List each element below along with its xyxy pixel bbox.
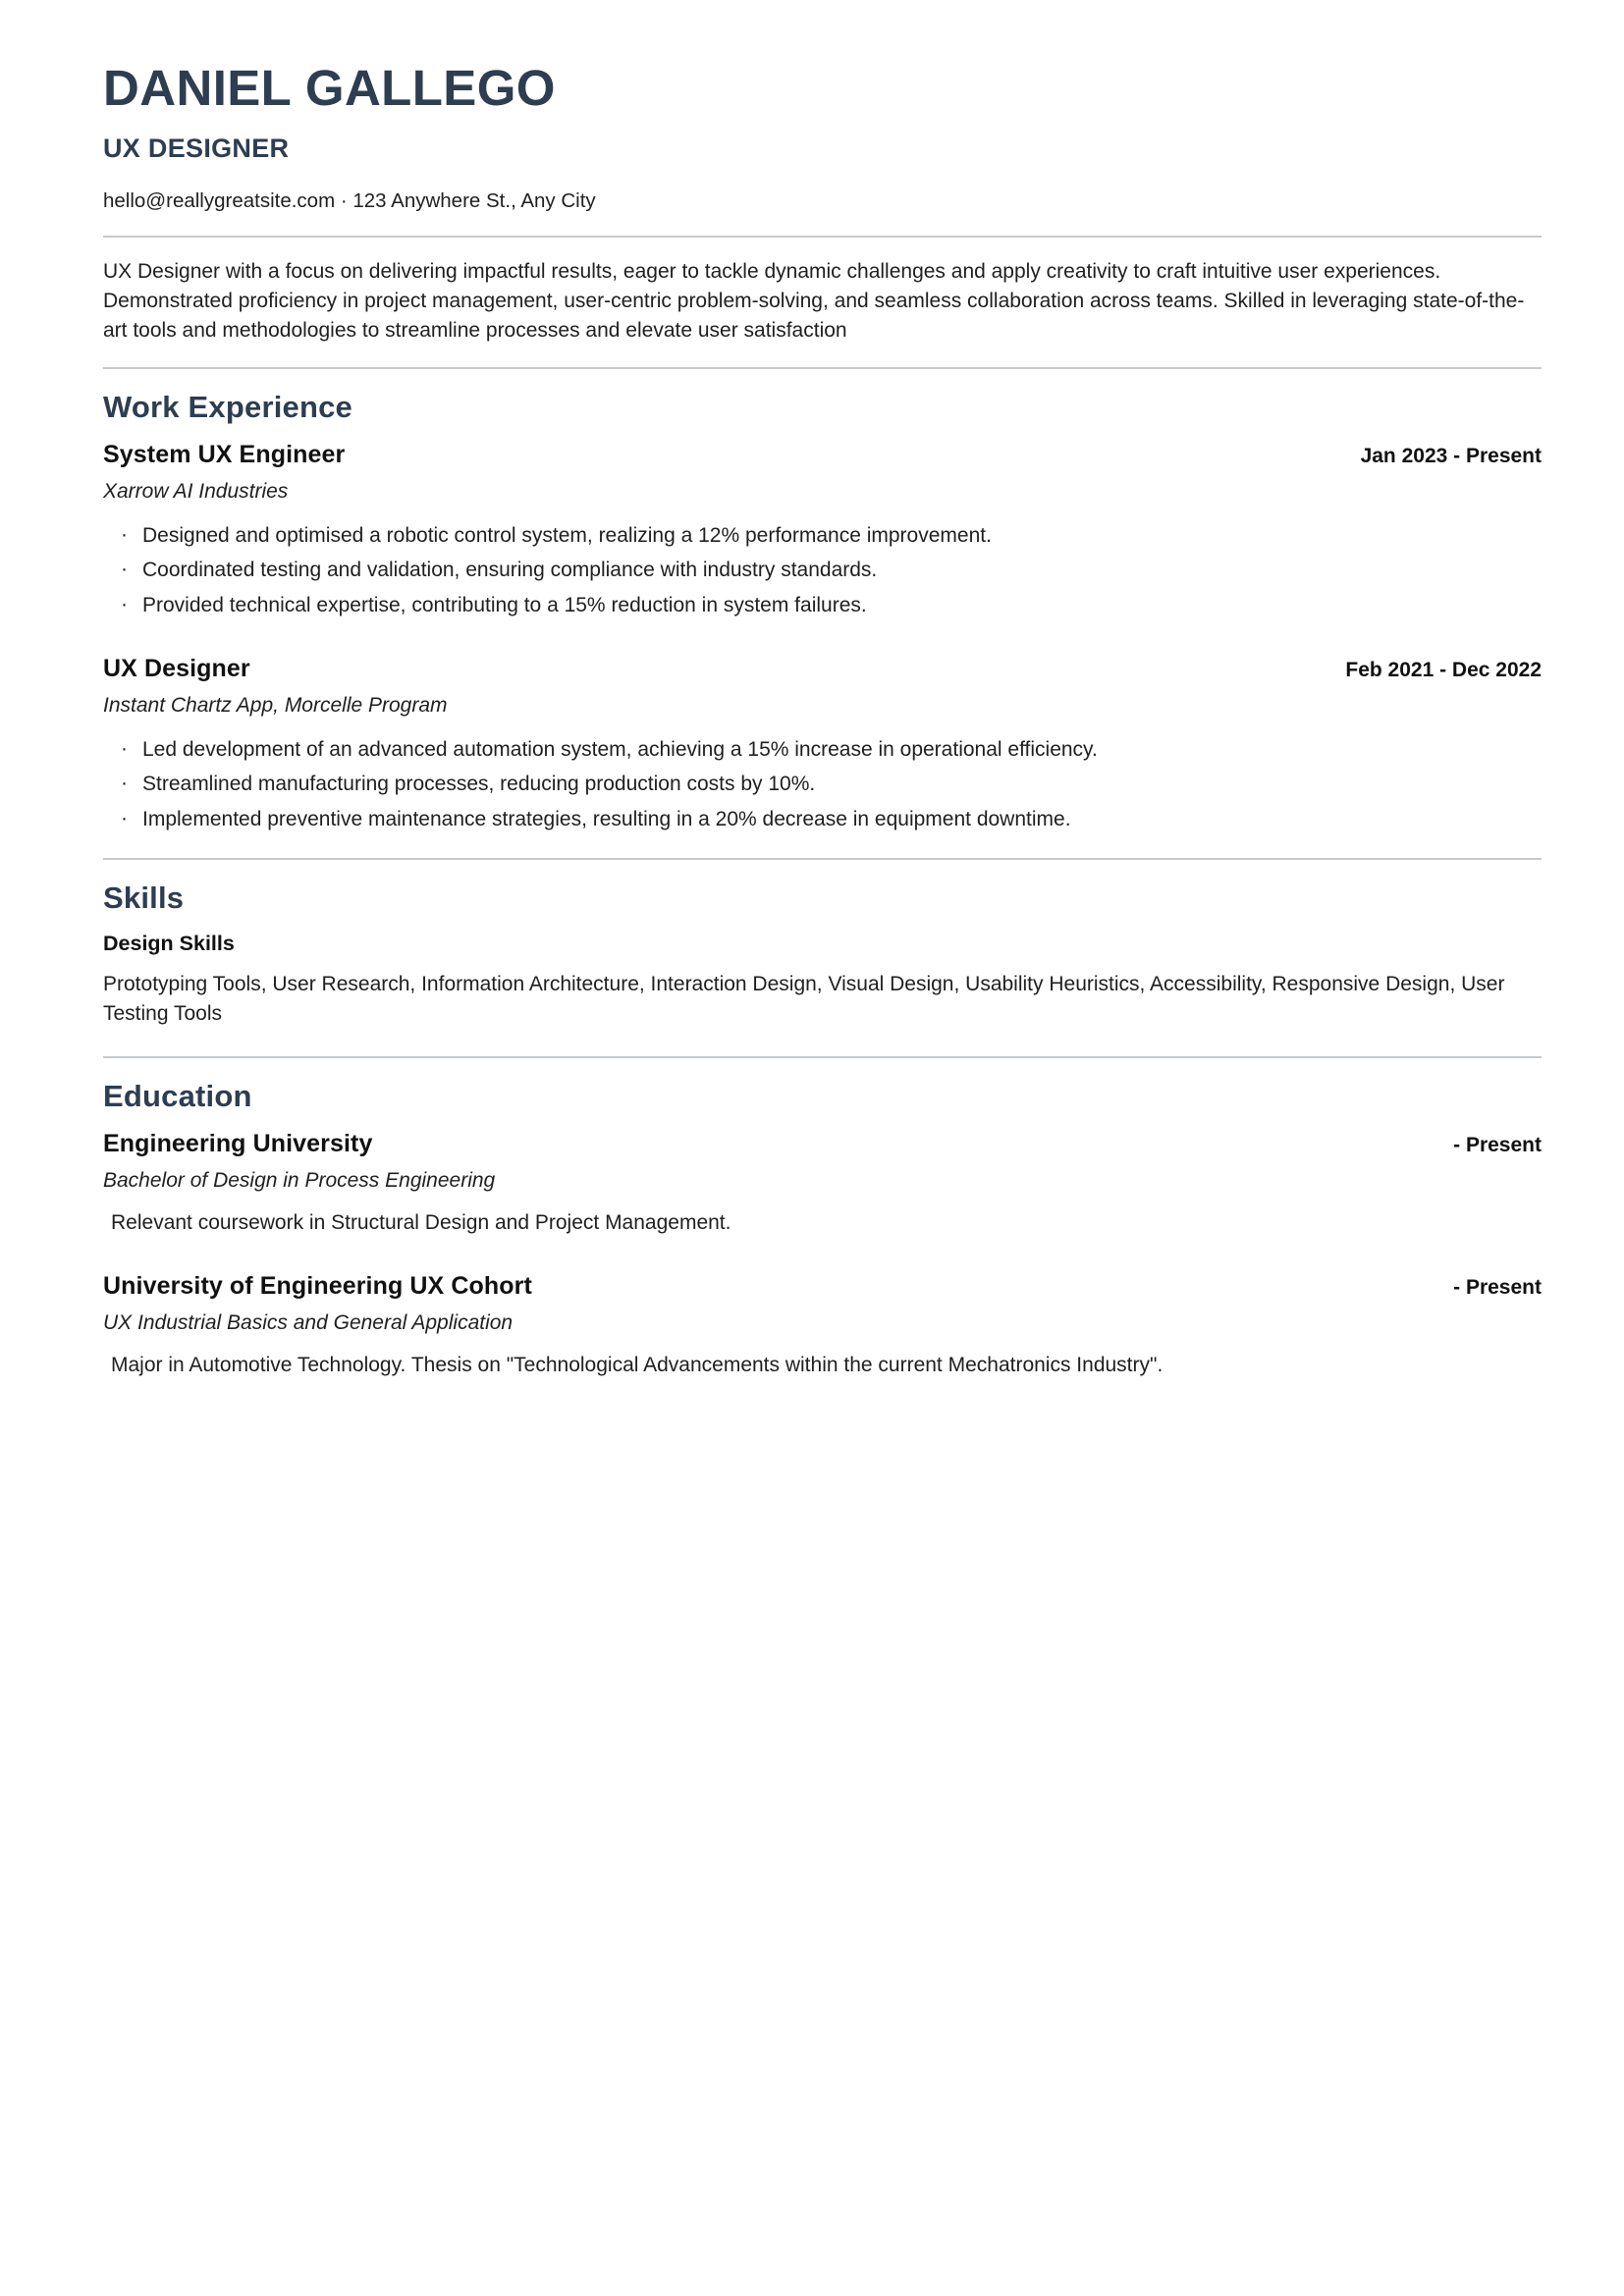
education-entry-title: University of Engineering UX Cohort (103, 1272, 532, 1301)
education-entry-header (103, 1271, 1542, 1302)
list-item (103, 590, 1542, 621)
divider-after-contact (103, 236, 1542, 238)
education-entry-note: Major in Automotive Technology. Thesis on "Technological Advancements within the current Mechatronics Industry". (111, 1353, 1164, 1376)
list-item-text: Provided technical expertise, contributing to a 15% reduction in system failures. (142, 593, 867, 616)
divider-after-skills (103, 1056, 1542, 1058)
skill-group-items: Prototyping Tools, User Research, Information Architecture, Interaction Design, Visual Design, Usability Heuristics, Accessibility, Responsive Design, User Testing Tools (103, 973, 1505, 1026)
divider-after-work-experience (103, 858, 1542, 860)
education-entry (103, 1129, 1542, 1238)
list-item (103, 734, 1542, 766)
skill-group (103, 931, 1542, 1029)
list-item (103, 804, 1542, 835)
candidate-name: DANIEL GALLEGO (103, 60, 556, 116)
bullet-dot-icon: · (121, 772, 128, 795)
bullet-dot-icon: · (121, 558, 128, 581)
education-entry-date: - Present (1453, 1134, 1542, 1156)
work-entry (103, 654, 1542, 834)
education-entry-degree: UX Industrial Basics and General Application (103, 1311, 514, 1335)
list-item-text: Streamlined manufacturing processes, reducing production costs by 10%. (142, 773, 816, 796)
resume-content (103, 61, 1542, 1380)
work-entry-bullets (103, 734, 1542, 835)
bullet-dot-icon: · (121, 806, 128, 829)
work-entry-title: UX Designer (103, 655, 250, 683)
education-entry-header (103, 1129, 1542, 1159)
spacer (103, 1029, 1542, 1056)
spacer (103, 626, 1542, 654)
education-entry (103, 1271, 1542, 1380)
bullet-dot-icon: · (121, 736, 128, 760)
education-entry-title: Engineering University (103, 1130, 373, 1157)
education-entry-date: - Present (1453, 1276, 1542, 1300)
bullet-dot-icon: · (121, 522, 128, 546)
section-title-skills: Skills (103, 881, 185, 916)
list-item-text: Led development of an advanced automation system, achieving a 15% increase in operational efficiency. (142, 737, 1098, 761)
list-item (103, 769, 1542, 800)
section-title-work-experience: Work Experience (103, 389, 352, 424)
work-entry-organization: Instant Chartz App, Morcelle Program (103, 694, 448, 718)
work-entry-bullets (103, 520, 1542, 621)
spacer (103, 840, 1542, 858)
work-entry-header (103, 654, 1542, 684)
list-item-text: Implemented preventive maintenance strategies, resulting in a 20% decrease in equipment downtime. (142, 807, 1071, 830)
list-item-text: Designed and optimised a robotic control system, realizing a 12% performance improvement. (142, 523, 992, 547)
spacer (103, 1244, 1542, 1271)
section-title-education: Education (103, 1078, 252, 1113)
work-entry-header (103, 440, 1542, 470)
work-entry-title: System UX Engineer (103, 440, 346, 468)
divider-after-summary (103, 367, 1542, 369)
education-entry-note: Relevant coursework in Structural Design and Project Management. (111, 1210, 731, 1234)
list-item (103, 520, 1542, 552)
work-entry (103, 440, 1542, 620)
bullet-dot-icon: · (121, 592, 128, 615)
work-entry-date: Jan 2023 - Present (1360, 444, 1542, 467)
contact-line: hello@reallygreatsite.com · 123 Anywhere St., Any City (103, 188, 596, 212)
profile-summary: UX Designer with a focus on delivering impactful results, eager to tackle dynamic challenges and apply creativity to craft intuitive user experiences. Demonstrated proficiency in project management, user-centric problem-solving, and seamless collaboration across teams. Skilled in leveraging state-of-the-art tools and methodologies to streamline processes and elevate user satisfaction (103, 260, 1525, 343)
skill-group-name: Design Skills (103, 932, 235, 956)
work-entry-organization: Xarrow AI Industries (103, 480, 289, 504)
list-item (103, 555, 1542, 586)
candidate-role: UX DESIGNER (103, 133, 290, 164)
list-item-text: Coordinated testing and validation, ensuring compliance with industry standards. (142, 559, 878, 582)
work-entry-date: Feb 2021 - Dec 2022 (1345, 659, 1542, 682)
education-entry-degree: Bachelor of Design in Process Engineering (103, 1169, 496, 1193)
